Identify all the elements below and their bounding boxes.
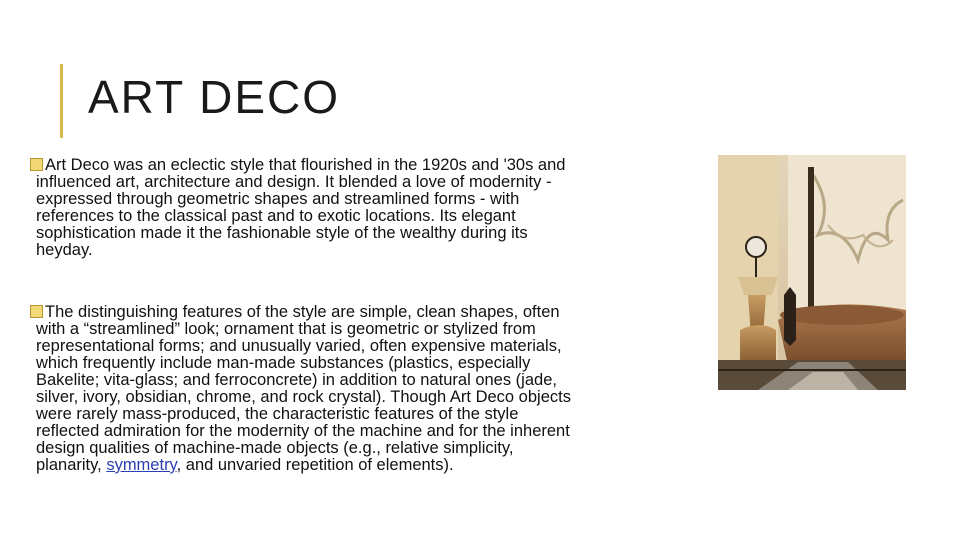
- paragraph-line: design qualities of machine-made objects (e.g., relative simplicity,: [36, 439, 514, 457]
- symmetry-link[interactable]: symmetry: [106, 456, 177, 474]
- paragraph-line: reflected admiration for the modernity of the machine and for the inherent: [36, 422, 570, 440]
- paragraph-line: sophistication made it the fashionable style of the wealthy during its: [36, 224, 528, 242]
- paragraph-line: with a “streamlined” look; ornament that is geometric or stylized from: [36, 320, 536, 338]
- paragraph-line: silver, ivory, obsidian, chrome, and rock crystal). Though Art Deco objects: [36, 388, 571, 406]
- paragraph-line: Art Deco was an eclectic style that flourished in the 1920s and '30s and: [45, 156, 566, 174]
- paragraph-line-last: [30, 457, 698, 474]
- paragraph-line: representational forms; and unusually varied, often expensive materials,: [36, 337, 562, 355]
- paragraph-line: Bakelite; vita-glass; and ferroconcrete) in addition to natural ones (jade,: [36, 371, 557, 389]
- paragraph-line: heyday.: [36, 241, 93, 259]
- paragraph-2: [30, 304, 698, 474]
- slide-title: ART DECO: [88, 71, 341, 123]
- paragraph-line: references to the classical past and to exotic locations. Its elegant: [36, 207, 516, 225]
- art-deco-bathroom-photo: [718, 155, 906, 390]
- checkbox-square-icon: [30, 158, 43, 171]
- paragraph-1: [30, 157, 698, 259]
- text-fragment: planarity,: [36, 456, 107, 474]
- checkbox-square-icon: [30, 305, 43, 318]
- paragraph-line: expressed through geometric shapes and streamlined forms - with: [36, 190, 520, 208]
- title-accent-bar: [60, 64, 63, 138]
- paragraph-line: were rarely mass-produced, the characteristic features of the style: [36, 405, 519, 423]
- paragraph-line: The distinguishing features of the style are simple, clean shapes, often: [45, 303, 560, 321]
- paragraph-line: influenced art, architecture and design. It blended a love of modernity -: [36, 173, 552, 191]
- paragraph-line: which frequently include man-made substances (plastics, especially: [36, 354, 531, 372]
- text-fragment: , and unvaried repetition of elements).: [176, 456, 454, 474]
